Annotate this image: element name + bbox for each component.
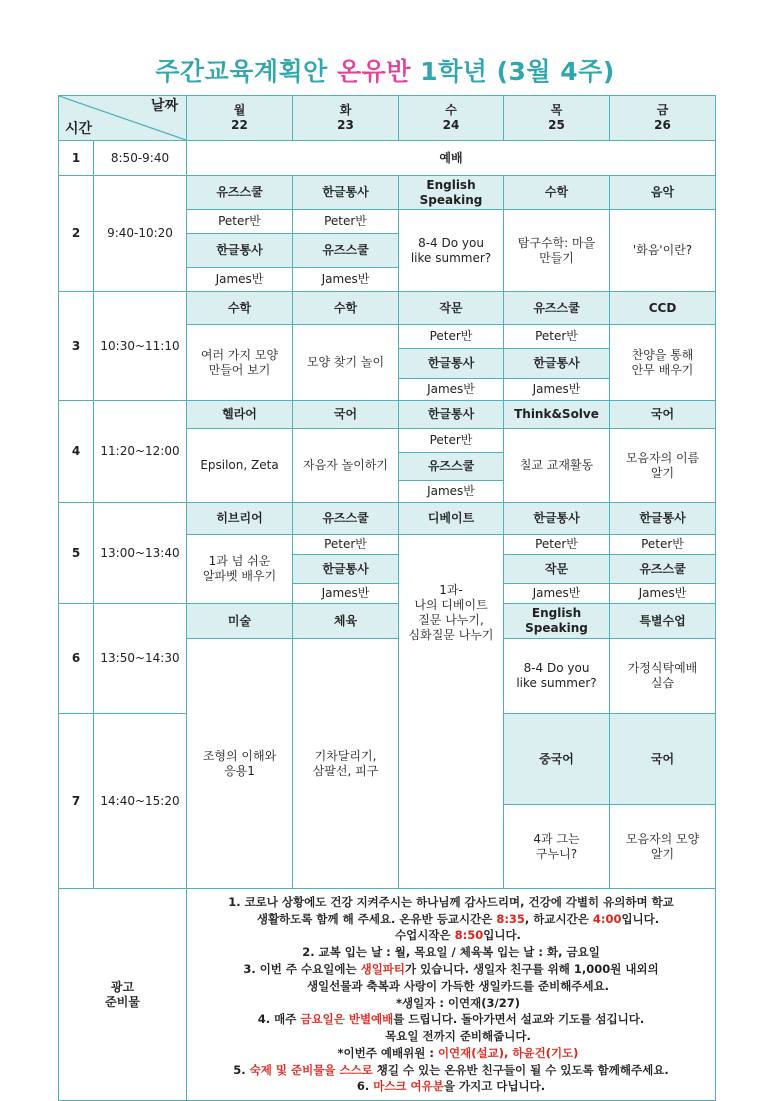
header-row [59,96,716,141]
notes-content [187,889,716,1101]
note-1: 1. 코로나 상황에도 건강 지켜주시는 하나님께 감사드리며, 건강에 각별히 유의하며 학교 생활하도록 함께 해 주세요. 온유반 등교시간은 8:35, 하교시간은 4:00입니다. 수업시작은 8:50입니다. [228,894,674,943]
page-title [0,52,770,88]
period-1-row [59,141,716,176]
activity-cell: 4과 그는 구누니? [504,805,610,889]
date-time-corner-cell [59,96,187,141]
subject-cell: 국어 [610,401,716,429]
subject-cell: 국어 [610,714,716,805]
class-group-cell: Peter반 [504,325,610,349]
subject-cell: 미술 [187,604,293,639]
subject-cell: 디베이트 [399,503,504,535]
activity-cell: 탐구수학: 마을 만들기 [504,210,610,292]
subject-cell: 체육 [293,604,399,639]
period-2-row [59,176,716,210]
subject-cell: 한글통사 [504,503,610,535]
subject-cell: 유즈스쿨 [293,234,399,268]
subject-cell: English Speaking [399,176,504,210]
date-axis-label: 날짜 [150,98,178,114]
title-grade-week: 1학년 (3월 4주) [420,57,615,86]
activity-cell: 모음자의 모양 알기 [610,805,716,889]
activity-cell: 여러 가지 모양 만들어 보기 [187,325,293,401]
period-number: 6 [59,604,94,714]
class-group-cell: James반 [293,584,399,604]
class-group-cell: James반 [399,379,504,401]
subject-cell: 유즈스쿨 [187,176,293,210]
title-class-name: 온유반 [337,57,411,86]
subject-cell: 한글통사 [399,401,504,429]
activity-cell: 모음자의 이름 알기 [610,429,716,503]
notes-row [59,889,716,1101]
notes-label: 광고 준비물 [59,889,187,1101]
class-group-cell: Peter반 [293,210,399,234]
activity-cell: 1과 넘 쉬운 알파벳 배우기 [187,535,293,604]
subject-cell: 작문 [399,292,504,325]
subject-cell: 국어 [293,401,399,429]
period-6-row [59,604,716,639]
class-group-cell: Peter반 [504,535,610,555]
subject-cell: 한글통사 [187,234,293,268]
note-5: 5. 숙제 및 준비물을 스스로 챙길 수 있는 온유반 친구들이 될 수 있도록 함께해주세요. [233,1062,669,1077]
activity-cell: 8-4 Do you like summer? [504,639,610,714]
subject-cell: 한글통사 [293,176,399,210]
subject-cell: 작문 [504,555,610,584]
activity-cell: 자음자 놀이하기 [293,429,399,503]
subject-cell: 유즈스쿨 [610,555,716,584]
class-group-cell: Peter반 [610,535,716,555]
class-group-cell: James반 [504,584,610,604]
title-part-1: 주간교육계획안 [155,57,328,86]
time-axis-label: 시간 [65,121,93,137]
class-group-cell: Peter반 [187,210,293,234]
period-number: 1 [59,141,94,176]
activity-cell: 기차달리기, 삼팔선, 피구 [293,639,399,889]
class-group-cell: Peter반 [399,429,504,453]
subject-cell: Think&Solve [504,401,610,429]
subject-cell: 수학 [293,292,399,325]
class-group-cell: James반 [293,268,399,292]
period-time: 10:30~11:10 [94,292,187,401]
class-group-cell: James반 [610,584,716,604]
class-group-cell: Peter반 [399,325,504,349]
subject-cell: English Speaking [504,604,610,639]
period-number: 4 [59,401,94,503]
period-3-row [59,292,716,325]
period-time: 14:40~15:20 [94,714,187,889]
period-time: 8:50-9:40 [94,141,187,176]
subject-cell: 유즈스쿨 [293,503,399,535]
class-group-cell: James반 [504,379,610,401]
activity-cell: 조형의 이해와 응용1 [187,639,293,889]
subject-cell: CCD [610,292,716,325]
activity-cell: '화음'이란? [610,210,716,292]
subject-cell: 유즈스쿨 [399,453,504,481]
subject-cell: 중국어 [504,714,610,805]
period-number: 3 [59,292,94,401]
activity-cell: Epsilon, Zeta [187,429,293,503]
class-group-cell: James반 [399,481,504,503]
activity-cell: 가정식탁예배 실습 [610,639,716,714]
period-time: 13:00~13:40 [94,503,187,604]
period-4-row [59,401,716,429]
activity-cell: 모양 찾기 놀이 [293,325,399,401]
subject-cell: 음악 [610,176,716,210]
note-4: 4. 매주 금요일은 반별예배를 드립니다. 돌아가면서 설교와 기도를 섬깁니다. 목요일 전까지 준비해줍니다. *이번주 예배위원 : 이연재(설교), 하윤건(기도) [257,1012,645,1060]
weekly-schedule-table [58,95,716,1101]
day-header-wed: 수 24 [399,96,504,141]
period-number: 5 [59,503,94,604]
period-time: 11:20~12:00 [94,401,187,503]
subject-cell: 특별수업 [610,604,716,639]
subject-cell: 수학 [187,292,293,325]
day-header-tue: 화 23 [293,96,399,141]
period-number: 7 [59,714,94,889]
note-3: 3. 이번 주 수요일에는 생일파티가 있습니다. 생일자 친구를 위해 1,000원 내외의 생일선물과 축복과 사랑이 가득한 생일카드를 준비해주세요. *생일자 : 이연재(3/27) [243,961,659,1010]
day-header-fri: 금 26 [610,96,716,141]
subject-cell: 유즈스쿨 [504,292,610,325]
period-time: 13:50~14:30 [94,604,187,714]
note-6: 6. 마스크 여유분을 가지고 다닙니다. [356,1079,546,1094]
activity-cell: 칠교 교재활동 [504,429,610,503]
subject-cell: 한글통사 [610,503,716,535]
note-2: 2. 교복 입는 날 : 월, 목요일 / 체육복 입는 날 : 화, 금요일 [302,945,600,960]
worship-banner: 예배 [187,141,716,176]
day-header-mon: 월 22 [187,96,293,141]
activity-cell: 8-4 Do you like summer? [399,210,504,292]
subject-cell: 한글통사 [293,555,399,584]
subject-cell: 수학 [504,176,610,210]
subject-cell: 한글통사 [504,349,610,379]
period-time: 9:40-10:20 [94,176,187,292]
activity-cell: 찬양을 통해 안무 배우기 [610,325,716,401]
class-group-cell: James반 [187,268,293,292]
subject-cell: 히브리어 [187,503,293,535]
day-header-thu: 목 25 [504,96,610,141]
period-5-row [59,503,716,535]
subject-cell: 한글통사 [399,349,504,379]
subject-cell: 헬라어 [187,401,293,429]
class-group-cell: Peter반 [293,535,399,555]
activity-cell: 1과- 나의 디베이트 질문 나누기, 심화질문 나누기 [399,535,504,889]
period-number: 2 [59,176,94,292]
